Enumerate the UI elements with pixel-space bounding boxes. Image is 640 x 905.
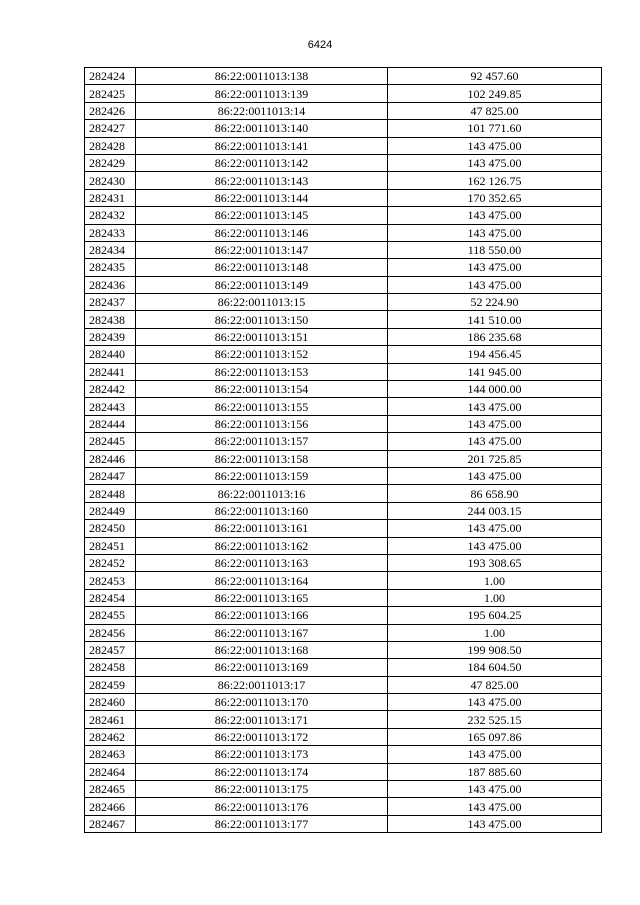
row-number-cell: 282457 xyxy=(85,641,136,658)
table-row xyxy=(85,381,602,398)
cadastral-value-cell: 143 475.00 xyxy=(388,798,602,815)
row-number-cell: 282445 xyxy=(85,433,136,450)
row-number-cell: 282460 xyxy=(85,694,136,711)
cadastral-value-cell: 143 475.00 xyxy=(388,815,602,832)
cadastral-number-cell: 86:22:0011013:174 xyxy=(136,763,388,780)
cadastral-value-cell: 143 475.00 xyxy=(388,398,602,415)
table-row xyxy=(85,537,602,554)
row-number-cell: 282453 xyxy=(85,572,136,589)
cadastral-number-cell: 86:22:0011013:144 xyxy=(136,189,388,206)
row-number-cell: 282442 xyxy=(85,381,136,398)
cadastral-number-cell: 86:22:0011013:161 xyxy=(136,520,388,537)
table-row xyxy=(85,85,602,102)
cadastral-number-cell: 86:22:0011013:17 xyxy=(136,676,388,693)
cadastral-value-cell: 143 475.00 xyxy=(388,433,602,450)
row-number-cell: 282458 xyxy=(85,659,136,676)
table-row xyxy=(85,363,602,380)
row-number-cell: 282439 xyxy=(85,328,136,345)
row-number-cell: 282462 xyxy=(85,728,136,745)
cadastral-value-cell: 144 000.00 xyxy=(388,381,602,398)
cadastral-number-cell: 86:22:0011013:166 xyxy=(136,607,388,624)
cadastral-value-cell: 193 308.65 xyxy=(388,554,602,571)
cadastral-value-cell: 187 885.60 xyxy=(388,763,602,780)
cadastral-number-cell: 86:22:0011013:145 xyxy=(136,207,388,224)
table-row xyxy=(85,815,602,832)
table-row xyxy=(85,798,602,815)
table-row xyxy=(85,694,602,711)
row-number-cell: 282464 xyxy=(85,763,136,780)
cadastral-value-cell: 184 604.50 xyxy=(388,659,602,676)
cadastral-number-cell: 86:22:0011013:152 xyxy=(136,346,388,363)
row-number-cell: 282440 xyxy=(85,346,136,363)
row-number-cell: 282454 xyxy=(85,589,136,606)
cadastral-value-cell: 244 003.15 xyxy=(388,502,602,519)
cadastral-value-cell: 143 475.00 xyxy=(388,154,602,171)
table-row xyxy=(85,224,602,241)
row-number-cell: 282441 xyxy=(85,363,136,380)
table-row xyxy=(85,398,602,415)
cadastral-value-cell: 86 658.90 xyxy=(388,485,602,502)
table-row xyxy=(85,467,602,484)
table-row xyxy=(85,189,602,206)
cadastral-number-cell: 86:22:0011013:157 xyxy=(136,433,388,450)
cadastral-number-cell: 86:22:0011013:160 xyxy=(136,502,388,519)
cadastral-number-cell: 86:22:0011013:175 xyxy=(136,781,388,798)
cadastral-number-cell: 86:22:0011013:138 xyxy=(136,68,388,85)
cadastral-value-cell: 143 475.00 xyxy=(388,207,602,224)
row-number-cell: 282438 xyxy=(85,311,136,328)
cadastral-number-cell: 86:22:0011013:151 xyxy=(136,328,388,345)
row-number-cell: 282446 xyxy=(85,450,136,467)
table-row xyxy=(85,207,602,224)
cadastral-value-cell: 201 725.85 xyxy=(388,450,602,467)
cadastral-value-cell: 92 457.60 xyxy=(388,68,602,85)
table-row xyxy=(85,154,602,171)
row-number-cell: 282431 xyxy=(85,189,136,206)
cadastral-number-cell: 86:22:0011013:141 xyxy=(136,137,388,154)
table-row xyxy=(85,68,602,85)
cadastral-number-cell: 86:22:0011013:153 xyxy=(136,363,388,380)
cadastral-value-cell: 143 475.00 xyxy=(388,137,602,154)
cadastral-number-cell: 86:22:0011013:173 xyxy=(136,746,388,763)
table-row xyxy=(85,259,602,276)
cadastral-value-cell: 47 825.00 xyxy=(388,676,602,693)
row-number-cell: 282448 xyxy=(85,485,136,502)
table-row xyxy=(85,572,602,589)
table-row xyxy=(85,711,602,728)
cadastral-number-cell: 86:22:0011013:177 xyxy=(136,815,388,832)
row-number-cell: 282447 xyxy=(85,467,136,484)
table-row xyxy=(85,346,602,363)
cadastral-number-cell: 86:22:0011013:164 xyxy=(136,572,388,589)
cadastral-number-cell: 86:22:0011013:14 xyxy=(136,102,388,119)
cadastral-number-cell: 86:22:0011013:163 xyxy=(136,554,388,571)
cadastral-number-cell: 86:22:0011013:169 xyxy=(136,659,388,676)
table-body xyxy=(85,68,602,833)
table-row xyxy=(85,520,602,537)
row-number-cell: 282426 xyxy=(85,102,136,119)
table-row xyxy=(85,728,602,745)
row-number-cell: 282432 xyxy=(85,207,136,224)
cadastral-number-cell: 86:22:0011013:172 xyxy=(136,728,388,745)
cadastral-number-cell: 86:22:0011013:165 xyxy=(136,589,388,606)
cadastral-value-cell: 194 456.45 xyxy=(388,346,602,363)
row-number-cell: 282444 xyxy=(85,415,136,432)
cadastral-number-cell: 86:22:0011013:148 xyxy=(136,259,388,276)
table-row xyxy=(85,502,602,519)
cadastral-number-cell: 86:22:0011013:168 xyxy=(136,641,388,658)
cadastral-value-cell: 143 475.00 xyxy=(388,415,602,432)
row-number-cell: 282428 xyxy=(85,137,136,154)
row-number-cell: 282463 xyxy=(85,746,136,763)
row-number-cell: 282459 xyxy=(85,676,136,693)
table-row xyxy=(85,624,602,641)
table-row xyxy=(85,607,602,624)
cadastral-number-cell: 86:22:0011013:143 xyxy=(136,172,388,189)
cadastral-number-cell: 86:22:0011013:156 xyxy=(136,415,388,432)
row-number-cell: 282450 xyxy=(85,520,136,537)
table-row xyxy=(85,781,602,798)
cadastral-number-cell: 86:22:0011013:170 xyxy=(136,694,388,711)
table-row xyxy=(85,641,602,658)
page-number: 6424 xyxy=(307,39,333,51)
cadastral-value-cell: 143 475.00 xyxy=(388,520,602,537)
cadastral-number-cell: 86:22:0011013:176 xyxy=(136,798,388,815)
cadastral-number-cell: 86:22:0011013:146 xyxy=(136,224,388,241)
table-row xyxy=(85,746,602,763)
row-number-cell: 282465 xyxy=(85,781,136,798)
table-row xyxy=(85,485,602,502)
table-row xyxy=(85,120,602,137)
cadastral-value-cell: 143 475.00 xyxy=(388,276,602,293)
table-row xyxy=(85,589,602,606)
row-number-cell: 282452 xyxy=(85,554,136,571)
row-number-cell: 282467 xyxy=(85,815,136,832)
row-number-cell: 282424 xyxy=(85,68,136,85)
cadastral-value-cell: 186 235.68 xyxy=(388,328,602,345)
table-row xyxy=(85,676,602,693)
cadastral-value-cell: 143 475.00 xyxy=(388,537,602,554)
row-number-cell: 282449 xyxy=(85,502,136,519)
cadastral-value-cell: 52 224.90 xyxy=(388,294,602,311)
row-number-cell: 282435 xyxy=(85,259,136,276)
cadastral-value-cell: 143 475.00 xyxy=(388,694,602,711)
cadastral-value-cell: 1.00 xyxy=(388,572,602,589)
table-row xyxy=(85,172,602,189)
cadastral-number-cell: 86:22:0011013:154 xyxy=(136,381,388,398)
cadastral-number-cell: 86:22:0011013:155 xyxy=(136,398,388,415)
cadastral-value-cell: 143 475.00 xyxy=(388,224,602,241)
row-number-cell: 282456 xyxy=(85,624,136,641)
table-row xyxy=(85,102,602,119)
cadastral-number-cell: 86:22:0011013:16 xyxy=(136,485,388,502)
cadastral-number-cell: 86:22:0011013:140 xyxy=(136,120,388,137)
cadastral-number-cell: 86:22:0011013:149 xyxy=(136,276,388,293)
cadastral-value-cell: 170 352.65 xyxy=(388,189,602,206)
row-number-cell: 282429 xyxy=(85,154,136,171)
table-row xyxy=(85,433,602,450)
cadastral-number-cell: 86:22:0011013:150 xyxy=(136,311,388,328)
cadastral-value-cell: 143 475.00 xyxy=(388,467,602,484)
cadastral-value-cell: 141 510.00 xyxy=(388,311,602,328)
cadastral-number-cell: 86:22:0011013:158 xyxy=(136,450,388,467)
cadastral-value-cell: 195 604.25 xyxy=(388,607,602,624)
cadastral-number-cell: 86:22:0011013:15 xyxy=(136,294,388,311)
table-row xyxy=(85,415,602,432)
table-row xyxy=(85,763,602,780)
row-number-cell: 282427 xyxy=(85,120,136,137)
table-row xyxy=(85,450,602,467)
cadastral-value-cell: 165 097.86 xyxy=(388,728,602,745)
cadastral-value-cell: 118 550.00 xyxy=(388,241,602,258)
row-number-cell: 282443 xyxy=(85,398,136,415)
row-number-cell: 282437 xyxy=(85,294,136,311)
table-row xyxy=(85,328,602,345)
cadastral-value-cell: 232 525.15 xyxy=(388,711,602,728)
cadastral-number-cell: 86:22:0011013:147 xyxy=(136,241,388,258)
row-number-cell: 282436 xyxy=(85,276,136,293)
cadastral-value-cell: 141 945.00 xyxy=(388,363,602,380)
table-row xyxy=(85,276,602,293)
table-row xyxy=(85,137,602,154)
table-row xyxy=(85,554,602,571)
cadastral-value-cell: 47 825.00 xyxy=(388,102,602,119)
cadastral-value-table xyxy=(84,67,602,833)
table-row xyxy=(85,311,602,328)
row-number-cell: 282466 xyxy=(85,798,136,815)
cadastral-number-cell: 86:22:0011013:159 xyxy=(136,467,388,484)
cadastral-number-cell: 86:22:0011013:167 xyxy=(136,624,388,641)
row-number-cell: 282433 xyxy=(85,224,136,241)
cadastral-value-cell: 102 249.85 xyxy=(388,85,602,102)
row-number-cell: 282425 xyxy=(85,85,136,102)
cadastral-value-cell: 1.00 xyxy=(388,589,602,606)
cadastral-number-cell: 86:22:0011013:142 xyxy=(136,154,388,171)
cadastral-number-cell: 86:22:0011013:162 xyxy=(136,537,388,554)
cadastral-value-cell: 199 908.50 xyxy=(388,641,602,658)
cadastral-value-cell: 143 475.00 xyxy=(388,781,602,798)
table-row xyxy=(85,294,602,311)
cadastral-value-cell: 162 126.75 xyxy=(388,172,602,189)
row-number-cell: 282434 xyxy=(85,241,136,258)
row-number-cell: 282455 xyxy=(85,607,136,624)
cadastral-value-cell: 143 475.00 xyxy=(388,746,602,763)
cadastral-value-cell: 101 771.60 xyxy=(388,120,602,137)
cadastral-value-cell: 1.00 xyxy=(388,624,602,641)
row-number-cell: 282451 xyxy=(85,537,136,554)
row-number-cell: 282461 xyxy=(85,711,136,728)
cadastral-number-cell: 86:22:0011013:139 xyxy=(136,85,388,102)
row-number-cell: 282430 xyxy=(85,172,136,189)
cadastral-number-cell: 86:22:0011013:171 xyxy=(136,711,388,728)
table-row xyxy=(85,659,602,676)
table-row xyxy=(85,241,602,258)
cadastral-value-cell: 143 475.00 xyxy=(388,259,602,276)
